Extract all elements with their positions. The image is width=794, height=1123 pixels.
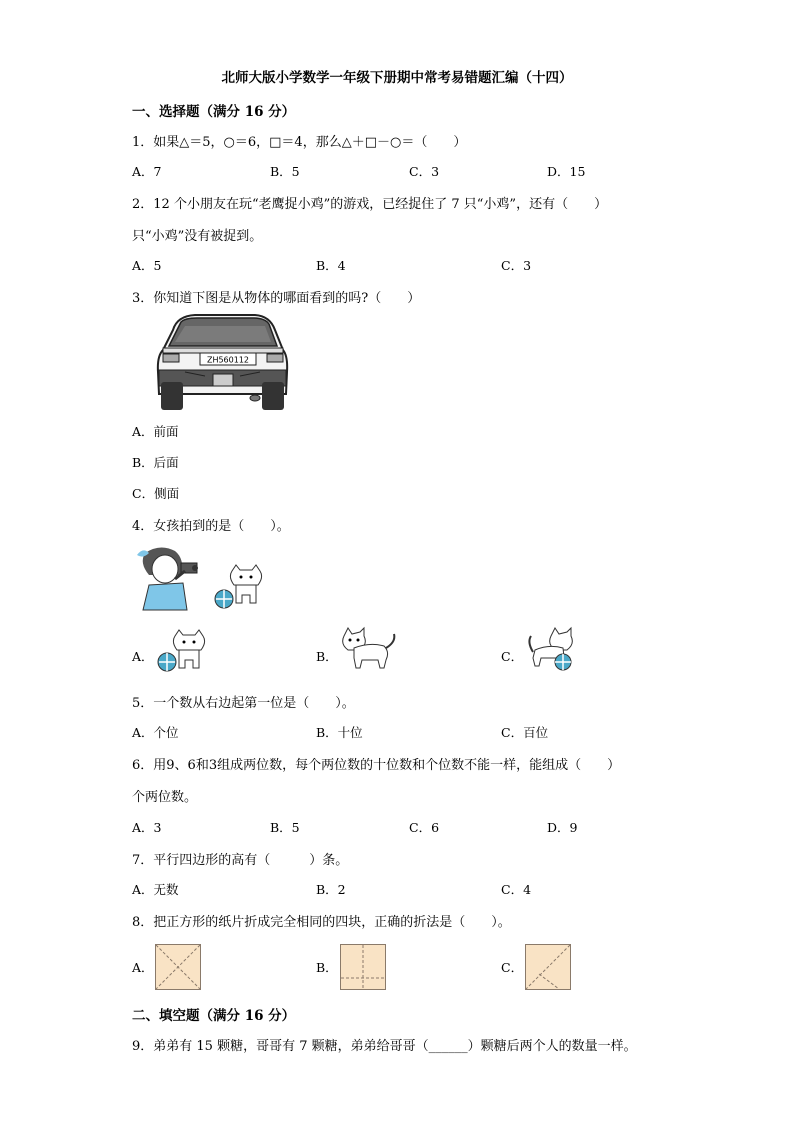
question-6-line2: 个两位数。 [132,790,198,805]
q2-option-a[interactable]: A．5 [132,258,162,273]
q7-option-b[interactable]: B．2 [316,882,346,897]
question-6-line1: 6．用9、6和3组成两位数，每个两位数的十位数和个位数不能一样，能组成（ ） [132,758,621,773]
q8-option-a[interactable]: A． [132,960,154,975]
page-title: 北师大版小学数学一年级下册期中常考易错题汇编（十四） [221,70,573,86]
q8-option-b[interactable]: B． [316,960,338,975]
q5-option-b[interactable]: B．十位 [316,725,363,740]
q3-option-a[interactable]: A．前面 [132,424,179,439]
question-2-line1: 2．12 个小朋友在玩“老鹰捉小鸡”的游戏，已经捉住了 7 只“小鸡”，还有（ ） [132,197,608,212]
q5-option-a[interactable]: A．个位 [132,725,179,740]
license-plate-text: ZH560112 [206,355,250,365]
q7-option-c[interactable]: C．4 [501,882,532,897]
q4-option-a[interactable]: A． [132,649,154,664]
q8-option-a-diagonal-fold-image [155,944,201,990]
q3-option-b[interactable]: B．后面 [132,455,179,470]
q5-option-c[interactable]: C．百位 [501,725,549,740]
q8-option-b-cross-fold-image [340,944,386,990]
question-3: 3．你知道下图是从物体的哪面看到的吗?（ ） [132,291,421,306]
q4-option-b[interactable]: B． [316,649,338,664]
car-rear-image [155,312,290,412]
question-1: 1．如果△＝5，○＝6，□＝4，那么△＋□－○＝（ ） [132,135,467,150]
section-choice-heading: 一、选择题（满分 16 分） [132,104,296,120]
q4-option-b-cat-side-image [340,628,398,673]
q3-option-c[interactable]: C．侧面 [132,486,180,501]
q6-option-c[interactable]: C．6 [409,820,440,835]
section-fill-heading: 二、填空题（满分 16 分） [132,1008,296,1024]
q4-option-c[interactable]: C． [501,649,524,664]
q8-option-c[interactable]: C． [501,960,524,975]
cat-and-ball-image [212,565,272,610]
question-4: 4．女孩拍到的是（ ）。 [132,519,290,534]
q1-option-a[interactable]: A．7 [132,164,162,179]
question-2-line2: 只“小鸡”没有被捉到。 [132,229,263,244]
q6-option-a[interactable]: A．3 [132,820,162,835]
question-7: 7．平行四边形的高有（ ）条。 [132,853,349,868]
q6-option-d[interactable]: D．9 [547,820,578,835]
q2-option-b[interactable]: B．4 [316,258,346,273]
q1-option-b[interactable]: B．5 [270,164,300,179]
question-5: 5．一个数从右边起第一位是（ ）。 [132,696,355,711]
girl-camera-image [135,545,200,610]
q4-option-a-cat-front-image [155,630,215,675]
q4-option-c-cat-back-image [525,628,583,673]
q1-option-d[interactable]: D．15 [547,164,586,179]
question-8: 8．把正方形的纸片折成完全相同的四块，正确的折法是（ ）。 [132,915,511,930]
q6-option-b[interactable]: B．5 [270,820,300,835]
q1-option-c[interactable]: C．3 [409,164,440,179]
question-9: 9．弟弟有 15 颗糖，哥哥有 7 颗糖，弟弟给哥哥（______）颗糖后两个人的数量一样。 [132,1039,637,1054]
q2-option-c[interactable]: C．3 [501,258,532,273]
q8-option-c-diagonal-fold-image [525,944,571,990]
q7-option-a[interactable]: A．无数 [132,882,179,897]
